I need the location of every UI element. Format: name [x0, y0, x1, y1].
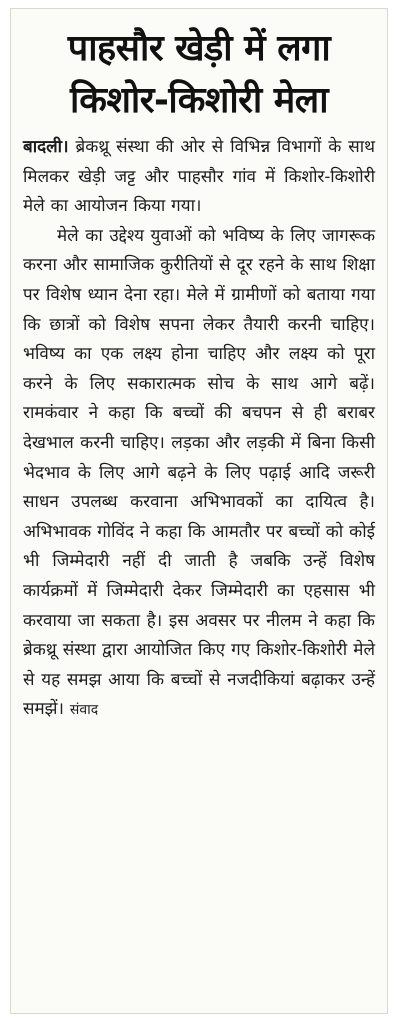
dateline: बादली। — [23, 137, 69, 157]
newspaper-clipping — [10, 8, 388, 1014]
headline-line-2: किशोर-किशोरी मेला — [69, 80, 329, 121]
paragraph-1-text: ब्रेकथ्रू संस्था की ओर से विभिन्न विभागों के साथ मिलकर खेड़ी जट्ट और पाहसौर गांव में किशोर-किशोरी मेले का आयोजन किया गया। — [23, 137, 376, 217]
paragraph-2-text: मेले का उद्देश्य युवाओं को भविष्य के लिए जागरूक करना और सामाजिक कुरीतियों से दूर रहने के साथ शिक्षा पर विशेष ध्यान देना रहा। मेले में ग्रामीणों को बताया गया कि छात्रों को विशेष सपना लेकर तैयारी करनी चाहिए। भविष्य का एक लक्ष्य होना चाहिए और लक्ष्य को पूरा करने के लिए सकारात्मक सोच के साथ आगे बढ़ें। रामकंवार ने कहा कि बच्चों की बचपन से ही बराबर देखभाल करनी चाहिए। लड़का और लड़की में बिना किसी भेदभाव के लिए आगे बढ़ने के लिए पढ़ाई आदि जरूरी साधन उपलब्ध करवाना अभिभावकों का दायित्व है। अभिभावक गोविंद ने कहा कि आमतौर पर बच्चों को कोई भी जिम्मेदारी नहीं दी जाती है जबकि उन्हें विशेष कार्यक्रमों में जिम्मेदारी देकर जिम्मेदारी का एहसास भी करवाया जा सकता है। इस अवसर पर नीलम ने कहा कि ब्रेकथ्रू संस्था द्वारा आयोजित किए गए किशोर-किशोरी मेले से यह समझ आया कि बच्चों से नजदीकियां बढ़ाकर उन्हें समझें। — [23, 225, 375, 720]
article-body — [23, 133, 375, 726]
reporter-credit: संवाद — [69, 702, 99, 719]
headline — [25, 23, 373, 127]
headline-line-1: पाहसौर खेड़ी में लगा — [67, 28, 331, 69]
article-paragraph-2 — [23, 222, 375, 726]
article-paragraph-1 — [23, 133, 375, 222]
